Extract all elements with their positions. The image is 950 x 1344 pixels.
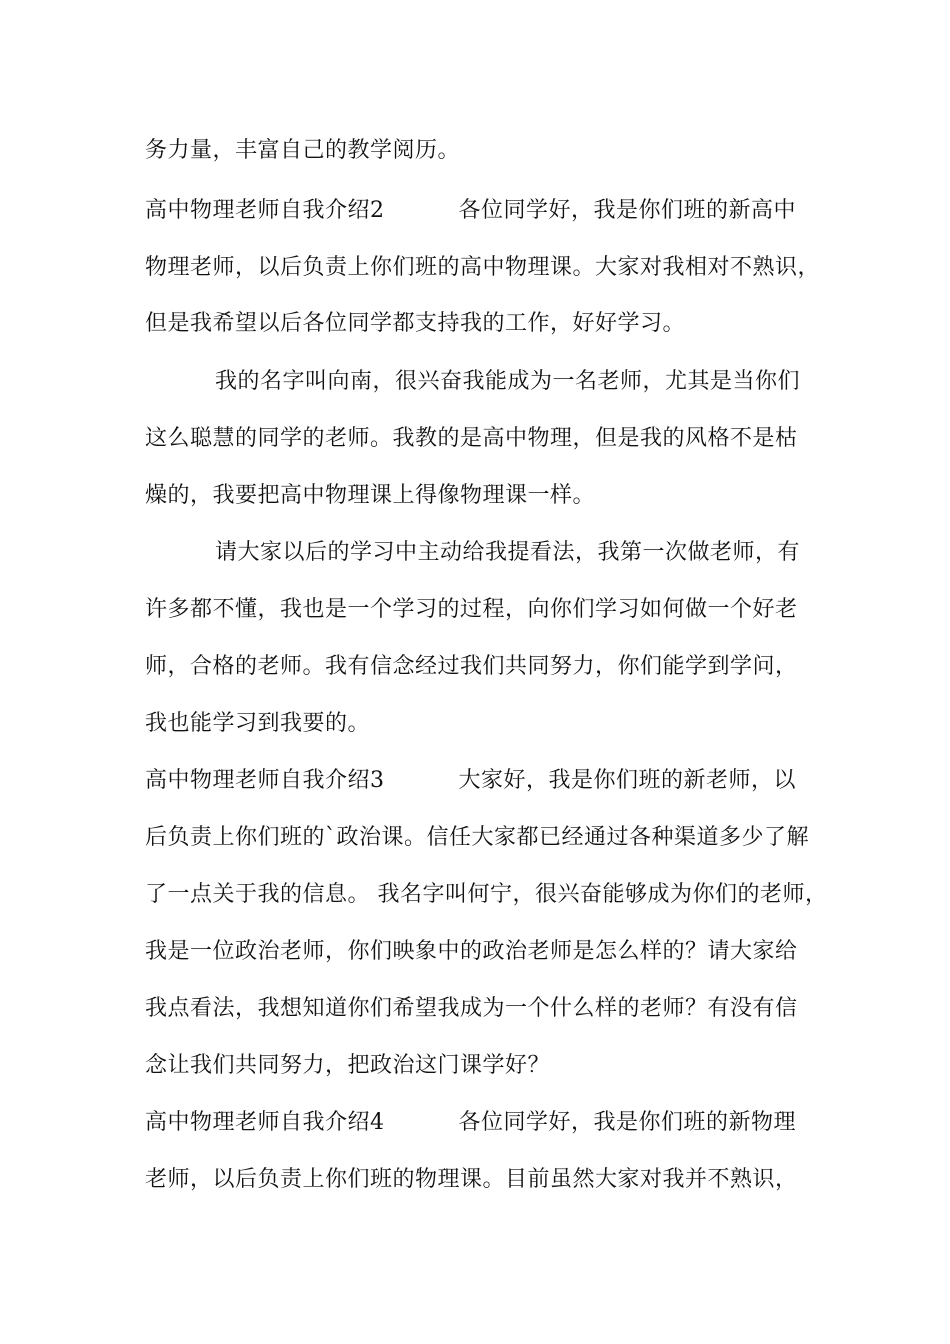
text-line: 我是一位政治老师，你们映象中的政治老师是怎么样的？请大家给 xyxy=(145,939,798,964)
text-line: 各位同学好，我是你们班的新物理 xyxy=(458,1110,797,1135)
text-line: 我也能学习到我要的。 xyxy=(145,711,371,736)
text-line: 务力量，丰富自己的教学阅历。 xyxy=(145,138,461,163)
section-heading: 高中物理老师自我介绍3 xyxy=(145,768,385,793)
text-line: 请大家以后的学习中主动给我提看法，我第一次做老师，有 xyxy=(215,540,801,565)
text-line: 各位同学好，我是你们班的新高中 xyxy=(458,198,797,223)
text-line: 但是我希望以后各位同学都支持我的工作，好好学习。 xyxy=(145,311,686,336)
text-line: 老师，以后负责上你们班的物理课。目前虽然大家对我并不熟识， xyxy=(145,1167,798,1192)
section-heading: 高中物理老师自我介绍4 xyxy=(145,1110,385,1135)
heading-line xyxy=(145,1108,796,1138)
text-line: 物理老师，以后负责上你们班的高中物理课。大家对我相对不熟识， xyxy=(145,255,821,280)
text-line: 后负责上你们班的`政治课。信任大家都已经通过各种渠道多少了解 xyxy=(145,825,810,850)
text-line: 师，合格的老师。我有信念经过我们共同努力，你们能学到学问， xyxy=(145,654,798,679)
heading-line xyxy=(145,766,796,796)
section-heading: 高中物理老师自我介绍2 xyxy=(145,198,385,223)
text-line: 了一点关于我的信息。 我名字叫何宁，很兴奋能够成为你们的老师， xyxy=(145,882,828,907)
text-line: 我点看法，我想知道你们希望我成为一个什么样的老师？有没有信 xyxy=(145,996,798,1021)
text-line: 念让我们共同努力，把政治这门课学好？ xyxy=(145,1053,551,1078)
text-line: 我的名字叫向南，很兴奋我能成为一名老师，尤其是当你们 xyxy=(215,369,801,394)
text-line: 大家好，我是你们班的新老师，以 xyxy=(458,768,797,793)
text-line: 燥的，我要把高中物理课上得像物理课一样。 xyxy=(145,483,596,508)
text-line: 许多都不懂，我也是一个学习的过程，向你们学习如何做一个好老 xyxy=(145,597,798,622)
text-line: 这么聪慧的同学的老师。我教的是高中物理，但是我的风格不是枯 xyxy=(145,426,798,451)
heading-line xyxy=(145,196,796,226)
